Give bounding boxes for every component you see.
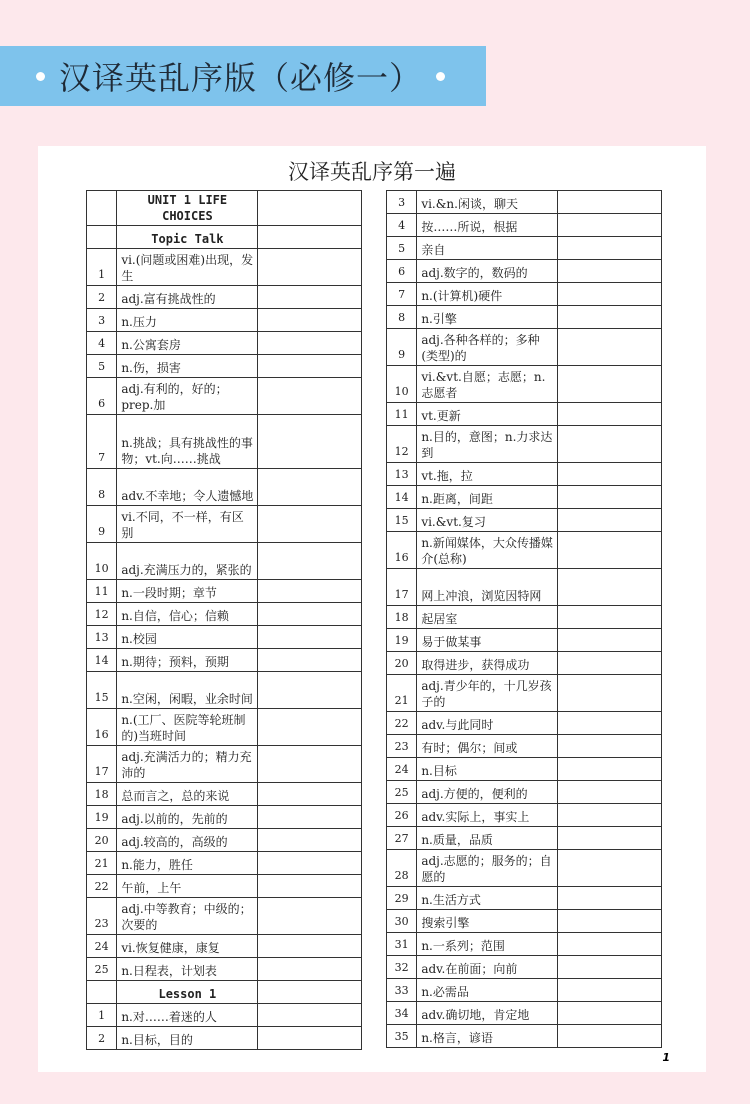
vocab-row [87, 806, 362, 829]
row-number: 14 [87, 649, 117, 672]
answer-cell[interactable] [258, 355, 362, 378]
vocab-row [87, 783, 362, 806]
answer-cell[interactable] [558, 804, 662, 827]
answer-cell[interactable] [558, 214, 662, 237]
chinese-definition: n.质量，品质 [417, 827, 558, 850]
row-number: 25 [87, 958, 117, 981]
chinese-definition: n.校园 [117, 626, 258, 649]
vocab-row [87, 958, 362, 981]
chinese-definition: 搜索引擎 [417, 910, 558, 933]
chinese-definition: adj.以前的，先前的 [117, 806, 258, 829]
chinese-definition: n.(计算机)硬件 [417, 283, 558, 306]
chinese-definition: vt.更新 [417, 403, 558, 426]
answer-cell[interactable] [558, 979, 662, 1002]
answer-cell[interactable] [558, 735, 662, 758]
vocab-row [87, 332, 362, 355]
answer-cell[interactable] [558, 532, 662, 569]
answer-cell[interactable] [258, 415, 362, 469]
answer-cell[interactable] [258, 580, 362, 603]
chinese-definition: adv.不幸地；令人遗憾地 [117, 469, 258, 506]
answer-cell[interactable] [558, 910, 662, 933]
vocab-row [87, 852, 362, 875]
answer-cell[interactable] [258, 746, 362, 783]
row-number: 16 [87, 709, 117, 746]
vocab-row [387, 426, 662, 463]
row-number: 3 [387, 191, 417, 214]
vocab-row [87, 829, 362, 852]
vocab-row [87, 1027, 362, 1050]
answer-cell[interactable] [258, 469, 362, 506]
row-number: 21 [387, 675, 417, 712]
row-number: 34 [387, 1002, 417, 1025]
chinese-definition: n.伤，损害 [117, 355, 258, 378]
row-number: 19 [387, 629, 417, 652]
chinese-definition: 取得进步，获得成功 [417, 652, 558, 675]
vocab-row [387, 675, 662, 712]
chinese-definition: vi.&vt.复习 [417, 509, 558, 532]
vocab-row [387, 827, 662, 850]
vocab-row [387, 237, 662, 260]
answer-cell[interactable] [258, 603, 362, 626]
chinese-definition: n.必需品 [417, 979, 558, 1002]
chinese-definition: adj.中等教育；中级的；次要的 [117, 898, 258, 935]
vocab-row [87, 355, 362, 378]
row-number: 32 [387, 956, 417, 979]
chinese-definition: n.一段时期；章节 [117, 580, 258, 603]
answer-cell[interactable] [258, 898, 362, 935]
vocab-row [387, 306, 662, 329]
row-number: 13 [387, 463, 417, 486]
chinese-definition: n.引擎 [417, 306, 558, 329]
chinese-definition: adv.实际上，事实上 [417, 804, 558, 827]
row-number: 10 [87, 543, 117, 580]
chinese-definition: n.空闲，闲暇，业余时间 [117, 672, 258, 709]
row-number: 15 [87, 672, 117, 709]
answer-cell[interactable] [558, 652, 662, 675]
answer-cell[interactable] [258, 783, 362, 806]
answer-cell[interactable] [258, 852, 362, 875]
row-number: 6 [387, 260, 417, 283]
vocab-row [87, 672, 362, 709]
answer-cell[interactable] [258, 1027, 362, 1050]
row-number: 12 [387, 426, 417, 463]
row-number: 27 [387, 827, 417, 850]
vocab-row [387, 606, 662, 629]
bullet-dot-icon [436, 72, 445, 81]
chinese-definition: n.挑战；具有挑战性的事物；vt.向……挑战 [117, 415, 258, 469]
vocab-row [387, 979, 662, 1002]
answer-cell[interactable] [258, 672, 362, 709]
answer-cell[interactable] [558, 712, 662, 735]
answer-cell[interactable] [558, 260, 662, 283]
vocab-row [387, 804, 662, 827]
answer-cell[interactable] [558, 463, 662, 486]
chinese-definition: n.一系列；范围 [417, 933, 558, 956]
vocab-row [387, 509, 662, 532]
answer-cell[interactable] [258, 543, 362, 580]
row-number: 23 [387, 735, 417, 758]
chinese-definition: adv.确切地，肯定地 [417, 1002, 558, 1025]
answer-cell[interactable] [258, 981, 362, 1004]
vocab-row [387, 735, 662, 758]
chinese-definition: n.格言，谚语 [417, 1025, 558, 1048]
vocab-row [387, 1002, 662, 1025]
vocab-row [87, 469, 362, 506]
answer-cell[interactable] [258, 935, 362, 958]
vocab-row [87, 935, 362, 958]
page-number: 1 [662, 1051, 670, 1064]
vocab-row [387, 910, 662, 933]
chinese-definition: 总而言之，总的来说 [117, 783, 258, 806]
section-header-row [87, 981, 362, 1004]
worksheet-page [38, 146, 706, 1072]
chinese-definition: n.自信，信心；信赖 [117, 603, 258, 626]
row-number: 10 [387, 366, 417, 403]
answer-cell[interactable] [258, 309, 362, 332]
row-number: 2 [87, 1027, 117, 1050]
bullet-dot-icon [36, 72, 45, 81]
vocab-row [87, 580, 362, 603]
vocab-row [87, 746, 362, 783]
vocab-row [387, 260, 662, 283]
row-number: 22 [387, 712, 417, 735]
chinese-definition: n.对……着迷的人 [117, 1004, 258, 1027]
row-number: 13 [87, 626, 117, 649]
answer-cell[interactable] [258, 626, 362, 649]
row-number: 26 [387, 804, 417, 827]
answer-cell[interactable] [558, 629, 662, 652]
vocab-row [387, 956, 662, 979]
row-number: 1 [87, 1004, 117, 1027]
vocab-row [387, 532, 662, 569]
vocab-row [387, 652, 662, 675]
vocab-row [387, 329, 662, 366]
vocab-row [387, 403, 662, 426]
chinese-definition: vi.不同，不一样，有区别 [117, 506, 258, 543]
answer-cell[interactable] [558, 191, 662, 214]
vocab-row [87, 249, 362, 286]
vocab-row [87, 1004, 362, 1027]
chinese-definition: adj.充满压力的，紧张的 [117, 543, 258, 580]
section-header-row [87, 191, 362, 226]
chinese-definition: n.目标，目的 [117, 1027, 258, 1050]
row-number: 31 [387, 933, 417, 956]
row-number: 24 [387, 758, 417, 781]
row-number: 20 [87, 829, 117, 852]
chinese-definition: adj.有利的，好的；prep.加 [117, 378, 258, 415]
row-number: 19 [87, 806, 117, 829]
row-number: 17 [87, 746, 117, 783]
answer-cell[interactable] [558, 329, 662, 366]
row-number: 22 [87, 875, 117, 898]
answer-cell[interactable] [258, 506, 362, 543]
row-number: 7 [87, 415, 117, 469]
chinese-definition: adj.志愿的；服务的；自愿的 [417, 850, 558, 887]
answer-cell[interactable] [558, 781, 662, 804]
chinese-definition: adj.富有挑战性的 [117, 286, 258, 309]
chinese-definition: adv.在前面；向前 [417, 956, 558, 979]
vocab-row [387, 366, 662, 403]
vocab-row [87, 506, 362, 543]
section-header-row [87, 226, 362, 249]
row-number: 18 [87, 783, 117, 806]
vocab-row [387, 1025, 662, 1048]
chinese-definition: n.日程表，计划表 [117, 958, 258, 981]
vocab-row [387, 486, 662, 509]
vocab-row [87, 286, 362, 309]
chinese-definition: adv.与此同时 [417, 712, 558, 735]
answer-cell[interactable] [558, 569, 662, 606]
chinese-definition: n.距离，间距 [417, 486, 558, 509]
chinese-definition: adj.各种各样的；多种(类型)的 [417, 329, 558, 366]
chinese-definition: vi.&n.闲谈，聊天 [417, 191, 558, 214]
chinese-definition: n.生活方式 [417, 887, 558, 910]
chinese-definition: adj.数字的，数码的 [417, 260, 558, 283]
vocab-row [387, 933, 662, 956]
answer-cell[interactable] [558, 306, 662, 329]
row-number: 9 [87, 506, 117, 543]
section-header: Lesson 1 [117, 981, 258, 1004]
vocab-row [87, 415, 362, 469]
vocab-row [387, 283, 662, 306]
answer-cell[interactable] [258, 249, 362, 286]
chinese-definition: n.新闻媒体，大众传播媒介(总称) [417, 532, 558, 569]
answer-cell[interactable] [258, 709, 362, 746]
row-number: 2 [87, 286, 117, 309]
vocab-row [387, 463, 662, 486]
row-number: 12 [87, 603, 117, 626]
vocab-row [87, 309, 362, 332]
chinese-definition: adj.充满活力的；精力充沛的 [117, 746, 258, 783]
answer-cell[interactable] [558, 366, 662, 403]
answer-cell[interactable] [558, 956, 662, 979]
row-number: 7 [387, 283, 417, 306]
answer-cell[interactable] [558, 283, 662, 306]
chinese-definition: 按……所说，根据 [417, 214, 558, 237]
chinese-definition: adj.方便的，便利的 [417, 781, 558, 804]
vocab-row [87, 898, 362, 935]
row-number-cell [87, 226, 117, 249]
row-number: 1 [87, 249, 117, 286]
answer-cell[interactable] [258, 378, 362, 415]
answer-cell[interactable] [558, 509, 662, 532]
chinese-definition: n.期待；预料，预期 [117, 649, 258, 672]
vocab-row [87, 626, 362, 649]
row-number: 11 [87, 580, 117, 603]
vocab-row [87, 603, 362, 626]
row-number: 33 [387, 979, 417, 1002]
row-number: 21 [87, 852, 117, 875]
vocab-row [387, 850, 662, 887]
answer-cell[interactable] [558, 237, 662, 260]
row-number: 30 [387, 910, 417, 933]
row-number: 35 [387, 1025, 417, 1048]
row-number: 25 [387, 781, 417, 804]
row-number: 5 [387, 237, 417, 260]
vocab-row [87, 543, 362, 580]
answer-cell[interactable] [558, 933, 662, 956]
chinese-definition: vt.拖，拉 [417, 463, 558, 486]
vocab-row [387, 569, 662, 606]
row-number-cell [87, 191, 117, 226]
row-number: 5 [87, 355, 117, 378]
vocab-row [387, 781, 662, 804]
answer-cell[interactable] [258, 332, 362, 355]
row-number: 23 [87, 898, 117, 935]
answer-cell[interactable] [258, 958, 362, 981]
chinese-definition: adj.较高的，高级的 [117, 829, 258, 852]
answer-cell[interactable] [258, 1004, 362, 1027]
worksheet-title: 汉译英乱序第一遍 [288, 160, 456, 184]
chinese-definition: 起居室 [417, 606, 558, 629]
row-number: 4 [87, 332, 117, 355]
chinese-definition: n.(工厂、医院等轮班制的)当班时间 [117, 709, 258, 746]
chinese-definition: vi.&vt.自愿；志愿；n.志愿者 [417, 366, 558, 403]
answer-cell[interactable] [258, 226, 362, 249]
answer-cell[interactable] [558, 827, 662, 850]
section-header: UNIT 1 LIFE CHOICES [117, 191, 258, 226]
row-number: 3 [87, 309, 117, 332]
chinese-definition: n.目的，意图；n.力求达到 [417, 426, 558, 463]
answer-cell[interactable] [558, 1002, 662, 1025]
vocab-table-right [386, 190, 662, 1048]
answer-cell[interactable] [258, 829, 362, 852]
chinese-definition: n.能力，胜任 [117, 852, 258, 875]
answer-cell[interactable] [558, 606, 662, 629]
chinese-definition: 易于做某事 [417, 629, 558, 652]
row-number: 18 [387, 606, 417, 629]
answer-cell[interactable] [558, 426, 662, 463]
row-number: 8 [387, 306, 417, 329]
vocab-row [87, 875, 362, 898]
chinese-definition: n.目标 [417, 758, 558, 781]
row-number: 9 [387, 329, 417, 366]
vocab-table-left [86, 190, 362, 1050]
answer-cell[interactable] [558, 403, 662, 426]
chinese-definition: n.压力 [117, 309, 258, 332]
chinese-definition: 网上冲浪，浏览因特网 [417, 569, 558, 606]
vocab-row [87, 709, 362, 746]
chinese-definition: 午前，上午 [117, 875, 258, 898]
answer-cell[interactable] [558, 887, 662, 910]
row-number: 14 [387, 486, 417, 509]
answer-cell[interactable] [258, 191, 362, 226]
answer-cell[interactable] [258, 875, 362, 898]
answer-cell[interactable] [558, 486, 662, 509]
row-number: 8 [87, 469, 117, 506]
chinese-definition: adj.青少年的，十几岁孩子的 [417, 675, 558, 712]
section-header: Topic Talk [117, 226, 258, 249]
chinese-definition: n.公寓套房 [117, 332, 258, 355]
row-number: 15 [387, 509, 417, 532]
answer-cell[interactable] [258, 286, 362, 309]
answer-cell[interactable] [558, 1025, 662, 1048]
answer-cell[interactable] [558, 675, 662, 712]
vocab-row [387, 214, 662, 237]
vocab-row [387, 191, 662, 214]
row-number: 6 [87, 378, 117, 415]
vocab-row [87, 378, 362, 415]
vocab-row [387, 758, 662, 781]
section-banner [0, 46, 486, 106]
row-number: 20 [387, 652, 417, 675]
answer-cell[interactable] [558, 758, 662, 781]
chinese-definition: 有时；偶尔；间或 [417, 735, 558, 758]
answer-cell[interactable] [558, 850, 662, 887]
vocab-row [387, 712, 662, 735]
vocab-row [387, 887, 662, 910]
banner-title: 汉译英乱序版（必修一） [59, 59, 423, 97]
row-number: 28 [387, 850, 417, 887]
chinese-definition: 亲自 [417, 237, 558, 260]
row-number: 24 [87, 935, 117, 958]
row-number: 17 [387, 569, 417, 606]
row-number: 4 [387, 214, 417, 237]
row-number: 11 [387, 403, 417, 426]
answer-cell[interactable] [258, 806, 362, 829]
row-number: 29 [387, 887, 417, 910]
chinese-definition: vi.(问题或困难)出现，发生 [117, 249, 258, 286]
answer-cell[interactable] [258, 649, 362, 672]
row-number: 16 [387, 532, 417, 569]
vocab-row [387, 629, 662, 652]
vocab-row [87, 649, 362, 672]
row-number-cell [87, 981, 117, 1004]
chinese-definition: vi.恢复健康，康复 [117, 935, 258, 958]
